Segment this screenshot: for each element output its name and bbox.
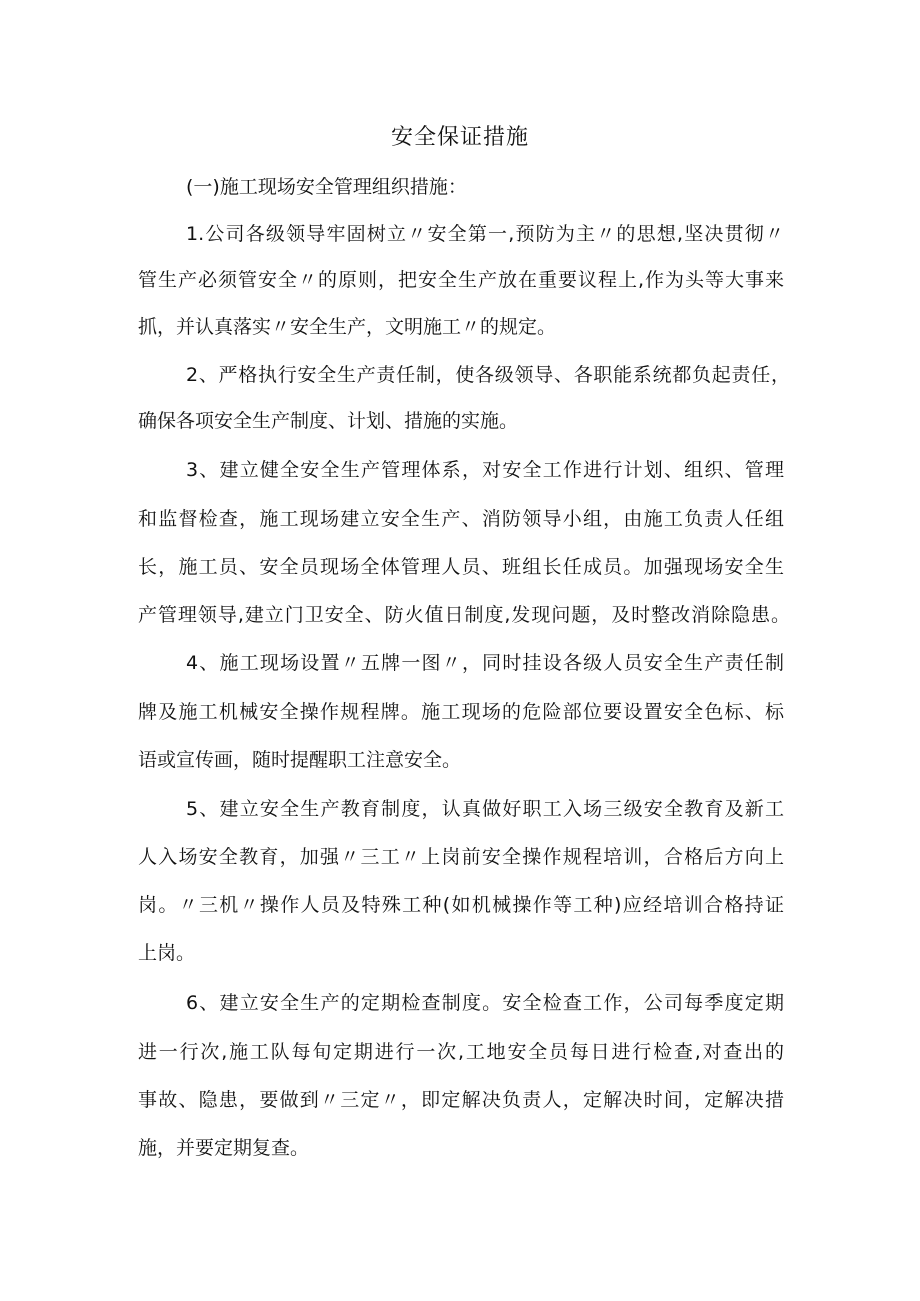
section-heading: (一)施工现场安全管理组织措施： [186,176,467,198]
paragraph-3-line-3: 长，施工员、安全员现场全体管理人员、班组长任成员。加强现场安全生 [138,556,784,578]
paragraph-2-line-2: 确保各项安全生产制度、计划、措施的实施。 [138,410,519,432]
paragraph-5-line-1: 5、建立安全生产教育制度，认真做好职工入场三级安全教育及新工 [186,798,784,820]
paragraph-1-line-2: 管生产必须管安全〃的原则，把安全生产放在重要议程上,作为头等大事来 [138,269,784,291]
paragraph-2-line-1: 2、严格执行安全生产责任制，使各级领导、各职能系统都负起责任， [186,364,790,386]
document-title: 安全保证措施 [390,125,529,150]
paragraph-1-line-3: 抓，并认真落实〃安全生产，文明施工〃的规定。 [138,316,557,338]
paragraph-3-line-1: 3、建立健全安全生产管理体系，对安全工作进行计划、组织、管理 [186,459,784,481]
paragraph-6-line-4: 施，并要定期复查。 [138,1137,310,1159]
paragraph-3-line-4: 产管理领导,建立门卫安全、防火值日制度,发现问题，及时整改消除隐患。 [138,604,790,626]
paragraph-4-line-2: 牌及施工机械安全操作规程牌。施工现场的危险部位要设置安全色标、标 [138,701,784,723]
paragraph-6-line-2: 进一行次,施工队每旬定期进行一次,工地安全员每日进行检查,对查出的 [138,1041,784,1063]
paragraph-5-line-2: 人入场安全教育，加强〃三工〃上岗前安全操作规程培训，合格后方向上 [138,846,784,868]
paragraph-3-line-2: 和监督检查，施工现场建立安全生产、消防领导小组，由施工负责人任组 [138,508,784,530]
paragraph-5-line-4: 上岗。 [138,942,196,964]
paragraph-1-line-1: 1.公司各级领导牢固树立〃安全第一,预防为主〃的思想,坚决贯彻〃 [186,223,784,245]
paragraph-4-line-3: 语或宣传画，随时提醒职工注意安全。 [138,749,462,771]
paragraph-6-line-1: 6、建立安全生产的定期检查制度。安全检查工作，公司每季度定期 [186,992,784,1014]
paragraph-5-line-3: 岗。〃三机〃操作人员及特殊工种(如机械操作等工种)应经培训合格持证 [138,894,784,916]
paragraph-4-line-1: 4、施工现场设置〃五牌一图〃，同时挂设各级人员安全生产责任制 [186,652,784,674]
paragraph-6-line-3: 事故、隐患，要做到〃三定〃，即定解决负责人，定解决时间，定解决措 [138,1089,784,1111]
